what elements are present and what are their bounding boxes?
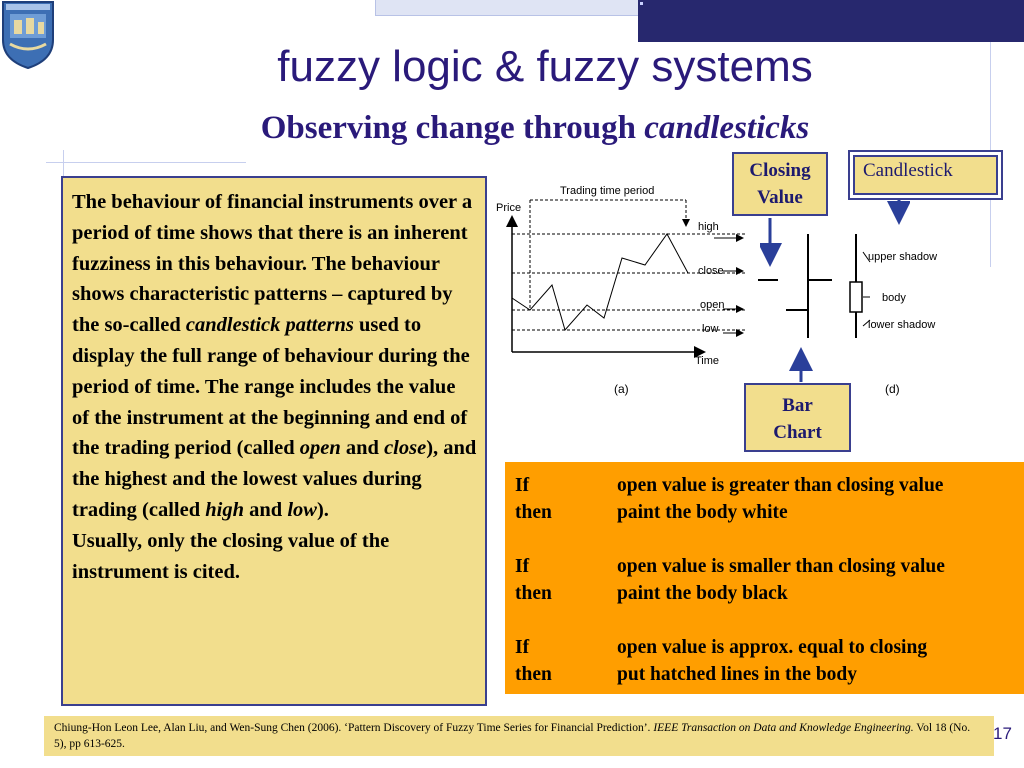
slide-subtitle [80, 108, 990, 148]
description-box [61, 176, 487, 706]
rule-keyword: If [515, 475, 530, 496]
callout-label: Bar [782, 395, 813, 416]
open-label: open [700, 299, 725, 311]
rule-if-row [515, 553, 1024, 580]
reference-footer [44, 716, 994, 756]
rule-condition: open value is approx. equal to closing [617, 637, 928, 658]
high-label: high [698, 221, 719, 233]
description-text: and [244, 498, 288, 521]
callout-label: Chart [773, 422, 822, 443]
university-crest-logo [0, 0, 56, 70]
description-text: The behaviour of financial instruments over a period of time shows that there is an inherent fuzziness in this behaviour. The behaviour shows characteristic patterns – captured by the so-called [72, 191, 473, 337]
rule-keyword: then [515, 583, 552, 604]
time-axis-label: Time [695, 355, 720, 367]
description-emphasis: close [384, 437, 427, 460]
header-decoration-dot [640, 2, 643, 5]
rule-keyword: If [515, 637, 530, 658]
description-emphasis: candlestick patterns [185, 314, 354, 337]
rule-keyword: then [515, 664, 552, 685]
reference-text: Vol 18 (No. 5), pp 613-625. [54, 722, 971, 750]
subtitle-emphasis: candlesticks [644, 110, 810, 146]
description-text: ), and the highest and the lowest values during trading (called [72, 437, 477, 521]
description-emphasis: low [287, 498, 317, 521]
candlestick-rules-box [505, 462, 1024, 694]
description-text: and [340, 437, 385, 460]
callout-label: Closing [749, 160, 811, 181]
caption-d: (d) [885, 382, 900, 396]
callout-label: Value [757, 187, 803, 208]
rule-if-row [515, 472, 1024, 499]
description-text: Usually, only the closing value of the instrument is cited. [72, 529, 390, 583]
rule-then-row [515, 661, 1024, 688]
close-label: close [698, 265, 724, 277]
header-decoration-bar [375, 0, 642, 16]
header-decoration-block [638, 0, 1024, 43]
reference-journal: IEEE Transaction on Data and Knowledge Engineering. [653, 722, 914, 734]
rule-action: paint the body white [617, 502, 788, 523]
description-text: used to display the full range of behaviour during the period of time. The range includes the value of the instrument at the beginning and end of the trading period (called [72, 314, 470, 460]
caption-a: (a) [614, 382, 629, 396]
rule-then-row [515, 499, 1024, 526]
upper-shadow-label: upper shadow [868, 251, 938, 263]
description-text: ). [316, 498, 329, 521]
description-emphasis: open [299, 437, 341, 460]
callout-arrows [760, 196, 910, 386]
rule-condition: open value is smaller than closing value [617, 556, 945, 577]
rule-action: paint the body black [617, 583, 788, 604]
reference-text: Chiung-Hon Leon Lee, Alan Liu, and Wen-Sung Chen (2006). ‘Pattern Discovery of Fuzzy Time Series for Financial Prediction’. [54, 722, 654, 734]
rule-condition: open value is greater than closing value [617, 475, 944, 496]
rule-if-row [515, 634, 1024, 661]
rule-keyword: If [515, 556, 530, 577]
decoration-line [46, 162, 246, 163]
description-emphasis: high [205, 498, 244, 521]
rule-then-row [515, 580, 1024, 607]
bar-chart-callout [744, 383, 851, 452]
body-label: body [882, 292, 906, 304]
closing-value-callout [732, 152, 828, 216]
rule-keyword: then [515, 502, 552, 523]
candlestick-callout: Candlestick [853, 155, 998, 195]
subtitle-text: Observing change through [260, 110, 645, 146]
page-number: 17 [993, 724, 1012, 743]
rule-action: put hatched lines in the body [617, 664, 858, 685]
lower-shadow-label: lower shadow [868, 319, 936, 331]
trading-period-label: Trading time period [560, 185, 655, 197]
slide-title: fuzzy logic & fuzzy systems [277, 42, 813, 91]
low-label: low [702, 323, 719, 335]
price-axis-label: Price [496, 202, 522, 214]
